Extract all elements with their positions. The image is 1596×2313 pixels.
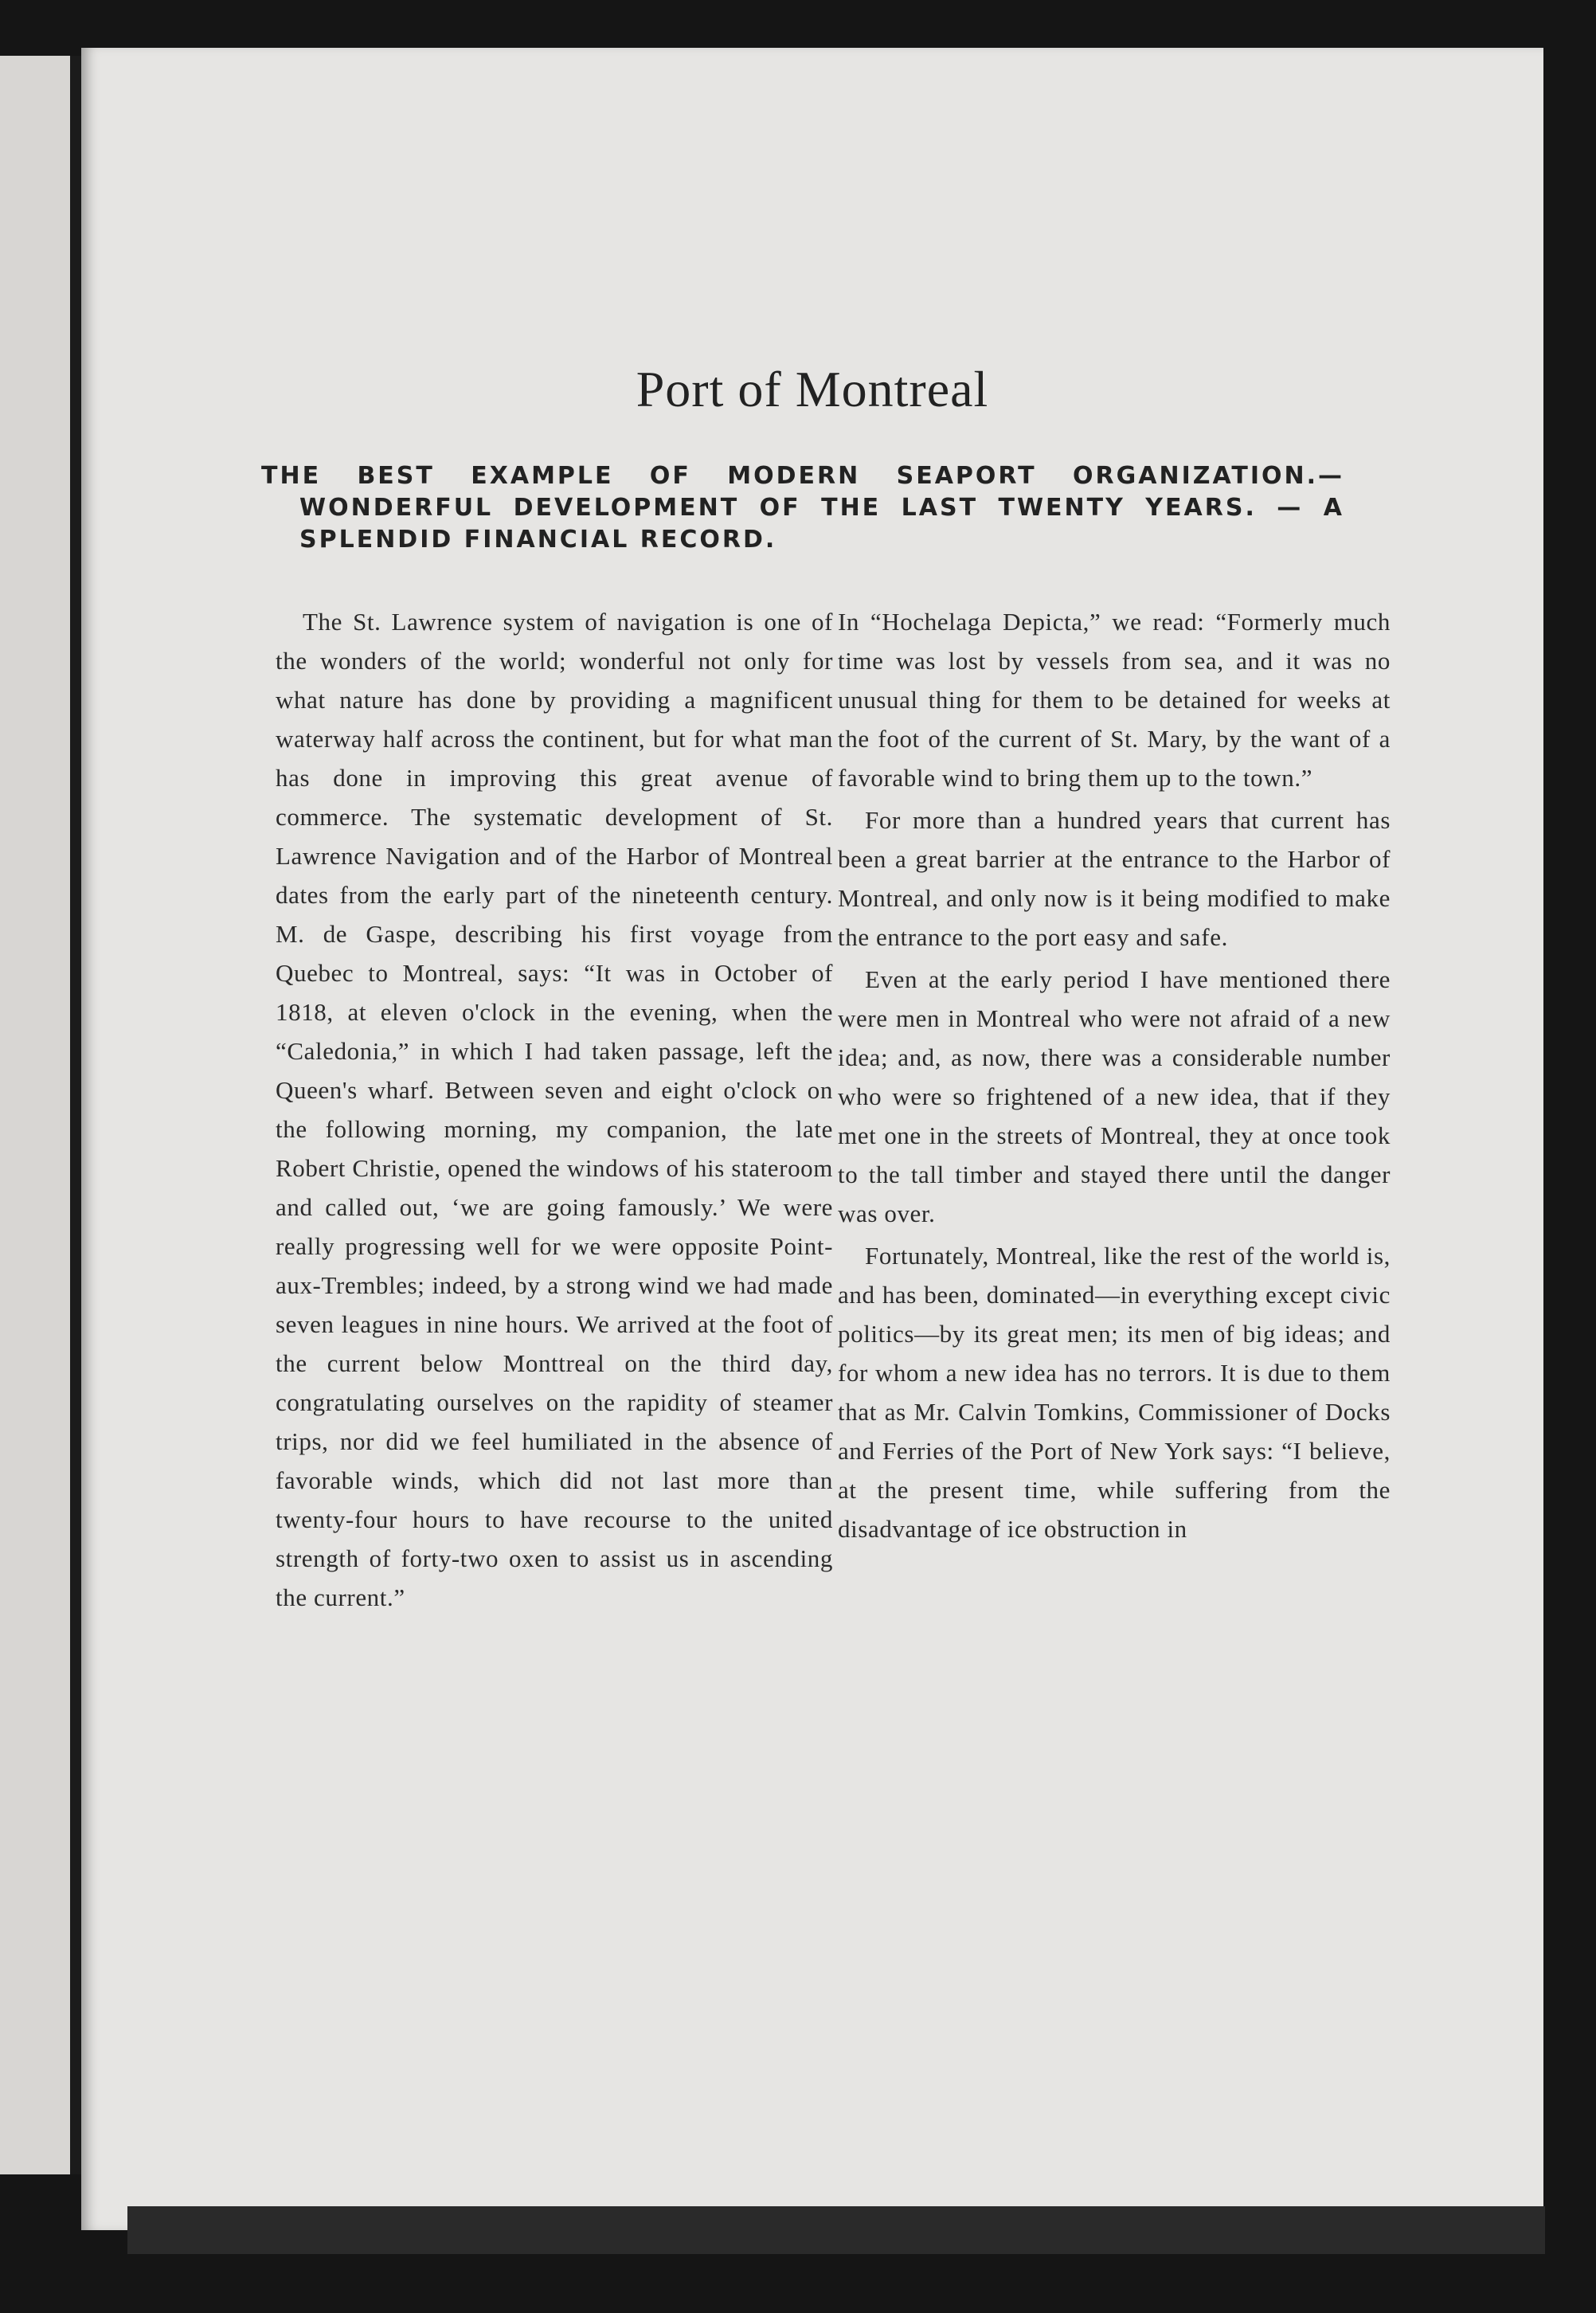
right-paragraph: Even at the early period I have mentioned there were men in Montreal who were not afraid of a new idea; and, as now, there was a considerable number who were so frightened of a new idea, that if they met one in the streets of Montreal, they at once took to the tall timber and stayed there until the danger was over. xyxy=(838,965,1391,1227)
right-column xyxy=(838,602,1391,1552)
binding-gutter-line xyxy=(70,56,81,2174)
article-subtitle xyxy=(261,460,1344,556)
article-subtitle-text: THE BEST EXAMPLE OF MODERN SEAPORT ORGANIZATION.—WONDERFUL DEVELOPMENT OF THE LAST TWENTY YEARS. — A SPLENDID FINANCIAL RECORD. xyxy=(261,462,1344,554)
left-page-edge xyxy=(0,56,73,2174)
article-title: Port of Montreal xyxy=(636,361,989,417)
left-paragraph: The St. Lawrence system of navigation is one of the wonders of the world; wonderful not only for what nature has done by providing a magnificent waterway half across the continent, but for what man has done in improving this great avenue of commerce. The systematic development of St. Lawrence Navigation and of the Harbor of Montreal dates from the early part of the nineteenth century. M. de Gaspe, describing his first voyage from Quebec to Montreal, says: “It was in October of 1818, at eleven o'clock in the evening, when the “Caledonia,” in which I had taken passage, left the Queen's wharf. Between seven and eight o'clock on the following morning, my companion, the late Robert Christie, opened the windows of his stateroom and called out, ‘we are going famously.’ We were really progressing well for we were opposite Point-aux-Trembles; indeed, by a strong wind we had made seven leagues in nine hours. We arrived at the foot of the current below Monttreal on the third day, congratulating ourselves on the rapidity of steamer trips, nor did we feel humiliated in the absence of favorable winds, which did not last more than twenty-four hours to have recourse to the united strength of forty-two oxen to assist us in ascending the current.” xyxy=(276,608,833,1611)
page-bottom-shadow xyxy=(127,2206,1545,2254)
right-paragraph: In “Hochelaga Depicta,” we read: “Formerly much time was lost by vessels from sea, and it was no unusual thing for them to be detained for weeks at the foot of the current of St. Mary, by the want of a favorable wind to bring them up to the town.” xyxy=(838,608,1391,792)
right-paragraph: For more than a hundred years that current has been a great barrier at the entrance to the Harbor of Montreal, and only now is it being modified to make the entrance to the port easy and safe. xyxy=(838,806,1391,951)
right-paragraph: Fortunately, Montreal, like the rest of the world is, and has been, dominated—in everything except civic politics—by its great men; its men of big ideas; and for whom a new idea has no terrors. It is due to them that as Mr. Calvin Tomkins, Commissioner of Docks and Ferries of the Port of New York says: “I believe, at the present time, while suffering from the disadvantage of ice obstruction in xyxy=(838,1242,1391,1543)
left-column xyxy=(276,602,833,1620)
